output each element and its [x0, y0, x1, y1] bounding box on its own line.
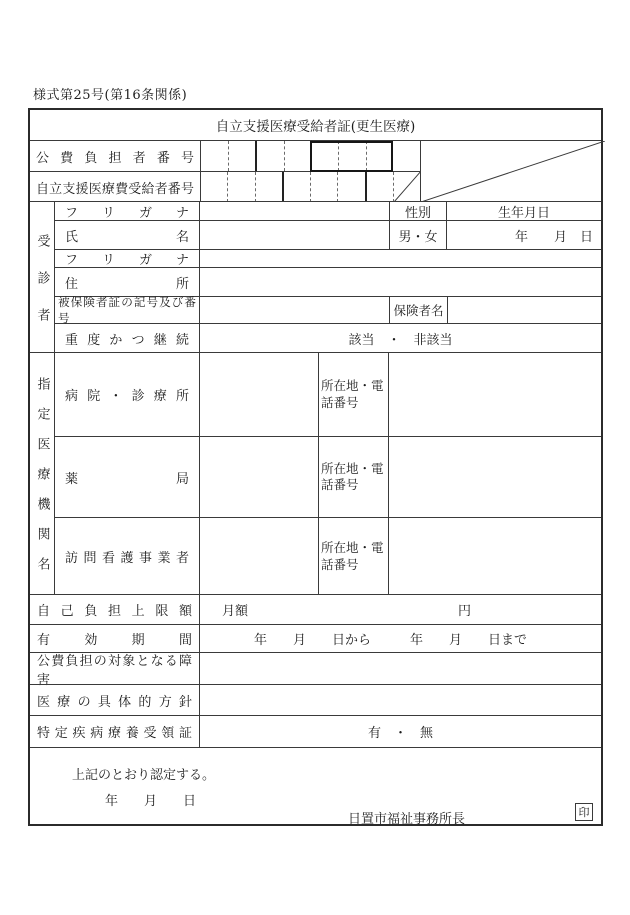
- home-nursing-row: [55, 517, 601, 595]
- pharmacy-label: 薬 局: [65, 471, 189, 487]
- patient-section-label: 受診者: [34, 233, 50, 345]
- digit-cell: [227, 172, 254, 202]
- institutions-section: [30, 352, 601, 594]
- specific-disease-value: 有 ・ 無: [367, 726, 433, 741]
- crossed-out-area: [420, 141, 605, 202]
- home-nursing-name-field: [200, 518, 318, 595]
- copay-limit-label: 自 己 負 担 上 限 額: [37, 604, 192, 619]
- insurer-label: 保険者名: [389, 297, 447, 323]
- furigana-row-1: [55, 202, 601, 220]
- covered-disability-label: 公費負担の対象となる障害: [37, 653, 192, 688]
- copay-limit-field: [200, 595, 601, 624]
- treatment-policy-field: [200, 685, 601, 715]
- recipient-number-digit-grid: [200, 172, 420, 202]
- recipient-number-row: [30, 171, 420, 202]
- seal-box: 印: [575, 803, 593, 821]
- certification-date: 年 月 日: [105, 794, 197, 809]
- home-nursing-label: 訪 問 看 護 事 業 者: [65, 551, 189, 566]
- furigana2-label-cell: [55, 250, 200, 267]
- name-label: 氏 名: [65, 229, 189, 245]
- validity-field: [200, 625, 601, 652]
- digit-cell: [310, 172, 337, 202]
- location-phone-label: 所在地・電話番号: [318, 437, 389, 517]
- yen-unit-label: 円: [458, 604, 472, 619]
- treatment-policy-row: [30, 684, 601, 715]
- insured-card-field: [200, 297, 389, 323]
- diagonal-line: [421, 141, 605, 202]
- hospital-location-field: [389, 353, 601, 436]
- location-phone-label: 所在地・電話番号: [318, 353, 389, 436]
- birthdate-header: 生年月日: [446, 202, 601, 220]
- furigana-label: フ リ ガ ナ: [65, 253, 189, 268]
- pharmacy-location-field: [389, 437, 601, 517]
- covered-disability-field: [200, 653, 601, 684]
- birthdate-value: 年 月 日: [446, 221, 601, 249]
- name-label-cell: [55, 221, 200, 249]
- furigana-label: フ リ ガ ナ: [65, 205, 189, 221]
- copay-limit-row: [30, 594, 601, 624]
- treatment-policy-label: 医 療 の 具 体 的 方 針: [37, 694, 192, 710]
- address-furigana-field: [200, 250, 601, 267]
- certificate-form: [28, 108, 603, 826]
- covered-disability-row: [30, 652, 601, 688]
- slash-line: [394, 172, 420, 202]
- pharmacy-label-cell: [55, 437, 200, 517]
- home-nursing-label-cell: [55, 518, 200, 595]
- address-field: [200, 268, 601, 296]
- name-row: [55, 220, 601, 249]
- furigana-row-2: [55, 249, 601, 267]
- monthly-amount-label: 月額: [222, 604, 249, 619]
- digit-cell: [201, 141, 228, 171]
- validity-label: 有 効 期 間: [37, 633, 192, 648]
- patient-section-label-cell: [30, 202, 55, 352]
- validity-period-row: [30, 624, 601, 652]
- name-field: [200, 221, 389, 249]
- digit-cell: [228, 141, 256, 171]
- hospital-label-cell: [55, 353, 200, 436]
- insured-card-label-cell: [55, 297, 200, 323]
- home-nursing-location-field: [389, 518, 601, 595]
- highlighted-digit-box: [310, 141, 393, 172]
- pharmacy-name-field: [200, 437, 318, 517]
- insurer-field: [447, 297, 601, 323]
- digit-cell: [255, 172, 282, 202]
- address-label: 住 所: [65, 276, 189, 292]
- recipient-number-label: 自立支援医療費受給者番号: [36, 181, 194, 197]
- address-row: [55, 267, 601, 296]
- furigana-label-cell: [55, 202, 200, 220]
- hospital-name-field: [200, 353, 318, 436]
- pharmacy-row: [55, 436, 601, 517]
- hospital-label: 病 院 ・ 診 療 所: [65, 389, 189, 404]
- severe-label: 重 度 か つ 継 続: [65, 333, 189, 348]
- office-director-title: 日置市福祉事務所長: [348, 812, 466, 827]
- digit-cell: [284, 141, 312, 171]
- digit-cell: [255, 141, 284, 171]
- insured-card-label: 被保険者証の記号及び番号: [58, 295, 196, 325]
- covered-disability-label-cell: [30, 653, 200, 688]
- hospital-row: [55, 353, 601, 436]
- form-number: 様式第25号(第16条関係): [33, 88, 188, 103]
- specific-disease-label: 特 定 疾 病 療 養 受 領 証: [37, 726, 192, 741]
- severe-value: 該当 ・ 非該当: [348, 333, 453, 348]
- institutions-section-label: 指定医療機関名: [34, 377, 50, 587]
- location-phone-label: 所在地・電話番号: [318, 518, 389, 595]
- number-section: [30, 140, 601, 201]
- payer-number-label-cell: [30, 141, 200, 171]
- specific-disease-label-cell: [30, 716, 200, 747]
- insurance-row: [55, 296, 601, 323]
- severe-continuous-row: [55, 323, 601, 353]
- sex-header: 性別: [389, 202, 446, 220]
- validity-dates-text: 年 月 日から 年 月 日まで: [254, 633, 528, 648]
- severe-label-cell: [55, 324, 200, 353]
- certification-footer: [30, 747, 601, 828]
- recipient-number-label-cell: [30, 172, 200, 202]
- institutions-section-label-cell: [30, 353, 55, 594]
- digit-cell: [365, 172, 393, 202]
- digit-cell: [337, 172, 364, 202]
- copay-limit-label-cell: [30, 595, 200, 624]
- validity-label-cell: [30, 625, 200, 652]
- digit-cell: [282, 172, 310, 202]
- digit-cell: [201, 172, 227, 202]
- sex-value: 男・女: [389, 221, 446, 249]
- digit-cell: [393, 141, 420, 171]
- treatment-policy-label-cell: [30, 685, 200, 715]
- digit-cell-slashed: [393, 172, 420, 202]
- payer-number-label: 公 費 負 担 者 番 号: [36, 150, 194, 166]
- certify-statement: 上記のとおり認定する。: [72, 768, 216, 783]
- furigana-field: [200, 202, 389, 220]
- address-label-cell: [55, 268, 200, 296]
- specific-disease-certificate-row: [30, 715, 601, 747]
- patient-section: [30, 201, 601, 352]
- form-title: 自立支援医療受給者証(更生医療): [215, 119, 416, 135]
